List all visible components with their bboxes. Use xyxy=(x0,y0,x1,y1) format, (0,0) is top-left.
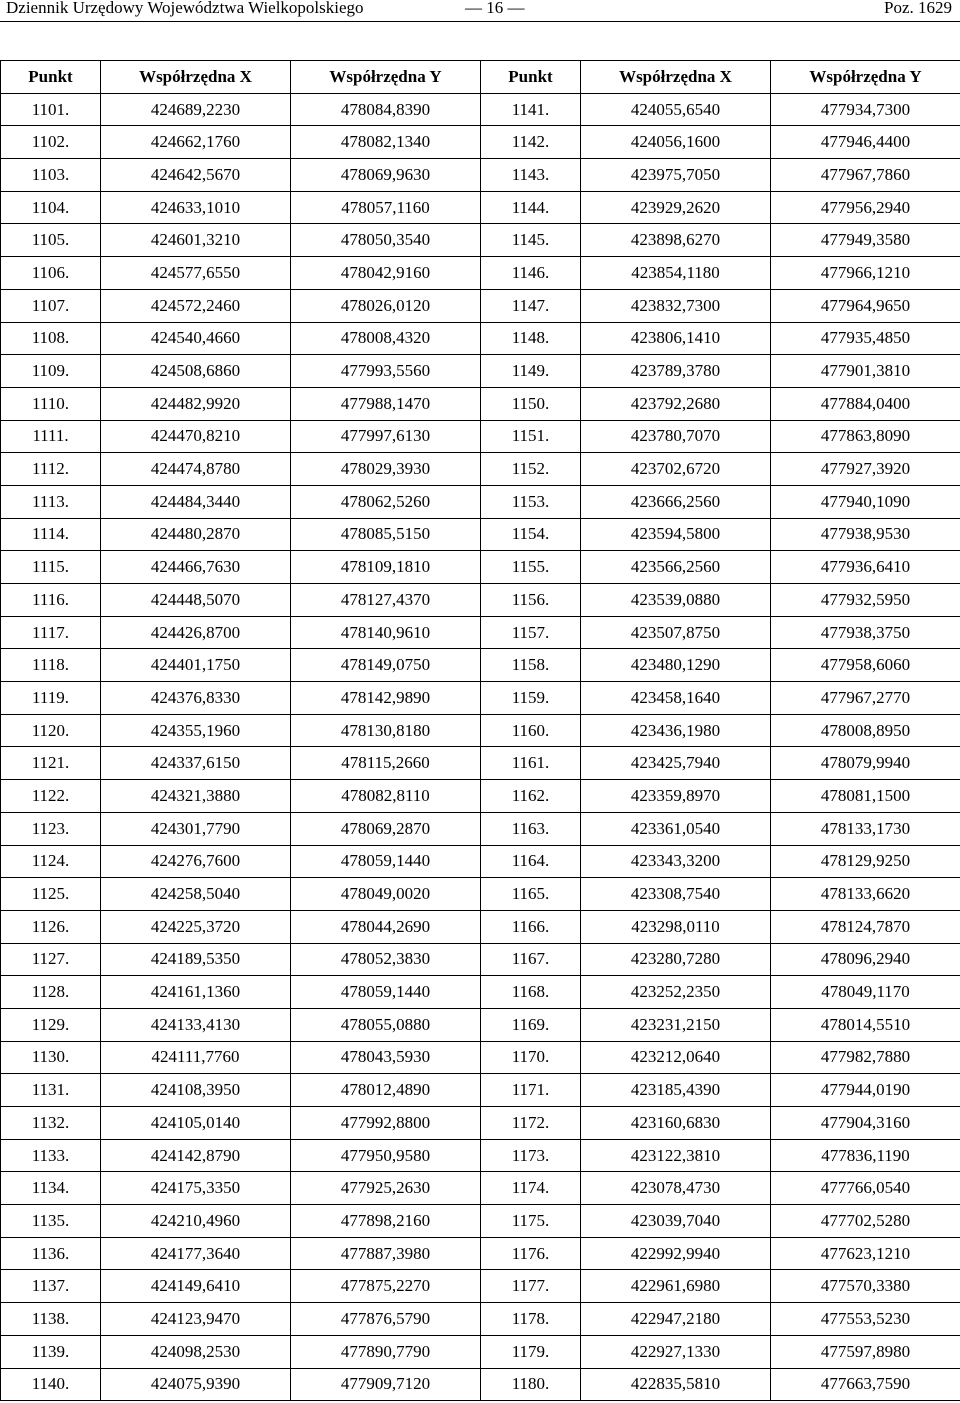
table-row xyxy=(1,714,960,747)
cell-wspolrzedna-y: 477901,3810 xyxy=(771,355,960,388)
cell-punkt: 1116. xyxy=(1,584,101,617)
table-row xyxy=(1,943,960,976)
cell-wspolrzedna-x: 424376,8330 xyxy=(101,682,291,715)
cell-punkt: 1121. xyxy=(1,747,101,780)
cell-wspolrzedna-y: 478130,8180 xyxy=(291,714,481,747)
cell-wspolrzedna-y: 477949,3580 xyxy=(771,224,960,257)
cell-wspolrzedna-y: 478081,1500 xyxy=(771,780,960,813)
cell-wspolrzedna-y: 477997,6130 xyxy=(291,420,481,453)
cell-punkt: 1177. xyxy=(481,1270,581,1303)
cell-wspolrzedna-x: 423298,0110 xyxy=(581,910,771,943)
header-wspolrzedna-y: Współrzędna Y xyxy=(771,61,960,94)
cell-wspolrzedna-x: 424075,9390 xyxy=(101,1368,291,1401)
cell-punkt: 1154. xyxy=(481,518,581,551)
cell-wspolrzedna-y: 477927,3920 xyxy=(771,453,960,486)
cell-wspolrzedna-x: 423359,8970 xyxy=(581,780,771,813)
table-row xyxy=(1,1303,960,1336)
cell-wspolrzedna-y: 477890,7790 xyxy=(291,1335,481,1368)
cell-wspolrzedna-x: 422947,2180 xyxy=(581,1303,771,1336)
cell-punkt: 1117. xyxy=(1,616,101,649)
cell-punkt: 1175. xyxy=(481,1205,581,1238)
cell-wspolrzedna-x: 424480,2870 xyxy=(101,518,291,551)
cell-wspolrzedna-y: 477904,3160 xyxy=(771,1107,960,1140)
cell-wspolrzedna-y: 477992,8800 xyxy=(291,1107,481,1140)
cell-wspolrzedna-x: 423436,1980 xyxy=(581,714,771,747)
table-row xyxy=(1,191,960,224)
cell-wspolrzedna-y: 477875,2270 xyxy=(291,1270,481,1303)
cell-punkt: 1148. xyxy=(481,322,581,355)
cell-wspolrzedna-y: 478050,3540 xyxy=(291,224,481,257)
cell-wspolrzedna-x: 423458,1640 xyxy=(581,682,771,715)
cell-wspolrzedna-x: 424189,5350 xyxy=(101,943,291,976)
cell-wspolrzedna-x: 423280,7280 xyxy=(581,943,771,976)
cell-wspolrzedna-x: 424149,6410 xyxy=(101,1270,291,1303)
cell-wspolrzedna-x: 423666,2560 xyxy=(581,485,771,518)
cell-wspolrzedna-y: 477766,0540 xyxy=(771,1172,960,1205)
cell-wspolrzedna-x: 423231,2150 xyxy=(581,1008,771,1041)
cell-wspolrzedna-x: 423539,0880 xyxy=(581,584,771,617)
cell-punkt: 1161. xyxy=(481,747,581,780)
cell-punkt: 1179. xyxy=(481,1335,581,1368)
cell-wspolrzedna-x: 424055,6540 xyxy=(581,93,771,126)
cell-wspolrzedna-y: 477956,2940 xyxy=(771,191,960,224)
cell-wspolrzedna-y: 478149,0750 xyxy=(291,649,481,682)
cell-punkt: 1113. xyxy=(1,485,101,518)
cell-wspolrzedna-x: 424177,3640 xyxy=(101,1237,291,1270)
cell-wspolrzedna-x: 423832,7300 xyxy=(581,289,771,322)
cell-punkt: 1126. xyxy=(1,910,101,943)
cell-wspolrzedna-x: 424301,7790 xyxy=(101,812,291,845)
cell-wspolrzedna-y: 477988,1470 xyxy=(291,387,481,420)
cell-wspolrzedna-y: 477935,4850 xyxy=(771,322,960,355)
cell-wspolrzedna-y: 477993,5560 xyxy=(291,355,481,388)
cell-wspolrzedna-y: 477898,2160 xyxy=(291,1205,481,1238)
cell-wspolrzedna-x: 422992,9940 xyxy=(581,1237,771,1270)
cell-wspolrzedna-y: 477876,5790 xyxy=(291,1303,481,1336)
cell-punkt: 1105. xyxy=(1,224,101,257)
page-number: — 16 — xyxy=(465,0,525,17)
table-header-row xyxy=(1,61,960,94)
cell-wspolrzedna-y: 478029,3930 xyxy=(291,453,481,486)
table-row xyxy=(1,224,960,257)
cell-wspolrzedna-y: 478129,9250 xyxy=(771,845,960,878)
cell-punkt: 1136. xyxy=(1,1237,101,1270)
cell-wspolrzedna-x: 423308,7540 xyxy=(581,878,771,911)
table-row xyxy=(1,420,960,453)
table-row xyxy=(1,1139,960,1172)
cell-wspolrzedna-y: 478082,8110 xyxy=(291,780,481,813)
table-row xyxy=(1,1008,960,1041)
cell-punkt: 1142. xyxy=(481,126,581,159)
cell-punkt: 1103. xyxy=(1,159,101,192)
cell-punkt: 1114. xyxy=(1,518,101,551)
cell-wspolrzedna-y: 478142,9890 xyxy=(291,682,481,715)
cell-punkt: 1176. xyxy=(481,1237,581,1270)
cell-punkt: 1104. xyxy=(1,191,101,224)
cell-punkt: 1129. xyxy=(1,1008,101,1041)
cell-wspolrzedna-y: 478057,1160 xyxy=(291,191,481,224)
cell-wspolrzedna-y: 478059,1440 xyxy=(291,845,481,878)
cell-wspolrzedna-x: 424572,2460 xyxy=(101,289,291,322)
cell-punkt: 1115. xyxy=(1,551,101,584)
table-row xyxy=(1,93,960,126)
table-row xyxy=(1,518,960,551)
cell-wspolrzedna-y: 478079,9940 xyxy=(771,747,960,780)
cell-wspolrzedna-x: 424056,1600 xyxy=(581,126,771,159)
cell-wspolrzedna-y: 477958,6060 xyxy=(771,649,960,682)
cell-punkt: 1131. xyxy=(1,1074,101,1107)
table-row xyxy=(1,845,960,878)
cell-wspolrzedna-x: 424642,5670 xyxy=(101,159,291,192)
cell-punkt: 1125. xyxy=(1,878,101,911)
cell-punkt: 1109. xyxy=(1,355,101,388)
cell-wspolrzedna-y: 477966,1210 xyxy=(771,257,960,290)
cell-wspolrzedna-y: 477964,9650 xyxy=(771,289,960,322)
cell-punkt: 1156. xyxy=(481,584,581,617)
cell-wspolrzedna-x: 423806,1410 xyxy=(581,322,771,355)
cell-wspolrzedna-x: 424577,6550 xyxy=(101,257,291,290)
cell-punkt: 1155. xyxy=(481,551,581,584)
cell-punkt: 1102. xyxy=(1,126,101,159)
cell-wspolrzedna-y: 477623,1210 xyxy=(771,1237,960,1270)
table-row xyxy=(1,289,960,322)
cell-wspolrzedna-x: 423929,2620 xyxy=(581,191,771,224)
cell-wspolrzedna-y: 478133,6620 xyxy=(771,878,960,911)
table-row xyxy=(1,551,960,584)
table-row xyxy=(1,910,960,943)
cell-wspolrzedna-x: 424258,5040 xyxy=(101,878,291,911)
cell-wspolrzedna-x: 423789,3780 xyxy=(581,355,771,388)
cell-punkt: 1145. xyxy=(481,224,581,257)
cell-wspolrzedna-x: 424337,6150 xyxy=(101,747,291,780)
table-row xyxy=(1,1172,960,1205)
cell-punkt: 1119. xyxy=(1,682,101,715)
cell-wspolrzedna-x: 422835,5810 xyxy=(581,1368,771,1401)
cell-wspolrzedna-x: 424225,3720 xyxy=(101,910,291,943)
cell-wspolrzedna-x: 424601,3210 xyxy=(101,224,291,257)
cell-punkt: 1149. xyxy=(481,355,581,388)
cell-wspolrzedna-x: 424175,3350 xyxy=(101,1172,291,1205)
cell-wspolrzedna-x: 423122,3810 xyxy=(581,1139,771,1172)
cell-punkt: 1141. xyxy=(481,93,581,126)
cell-wspolrzedna-y: 478082,1340 xyxy=(291,126,481,159)
header-punkt: Punkt xyxy=(1,61,101,94)
cell-punkt: 1143. xyxy=(481,159,581,192)
cell-wspolrzedna-x: 423185,4390 xyxy=(581,1074,771,1107)
cell-wspolrzedna-y: 477863,8090 xyxy=(771,420,960,453)
cell-punkt: 1147. xyxy=(481,289,581,322)
cell-punkt: 1167. xyxy=(481,943,581,976)
cell-wspolrzedna-x: 423212,0640 xyxy=(581,1041,771,1074)
cell-punkt: 1144. xyxy=(481,191,581,224)
cell-wspolrzedna-x: 424426,8700 xyxy=(101,616,291,649)
table-row xyxy=(1,1205,960,1238)
cell-punkt: 1169. xyxy=(481,1008,581,1041)
cell-wspolrzedna-y: 477967,7860 xyxy=(771,159,960,192)
journal-title: Dziennik Urzędowy Województwa Wielkopolskiego xyxy=(6,0,364,17)
cell-wspolrzedna-x: 423854,1180 xyxy=(581,257,771,290)
table-row xyxy=(1,780,960,813)
cell-wspolrzedna-y: 478052,3830 xyxy=(291,943,481,976)
cell-wspolrzedna-y: 477909,7120 xyxy=(291,1368,481,1401)
cell-punkt: 1164. xyxy=(481,845,581,878)
cell-wspolrzedna-y: 478085,5150 xyxy=(291,518,481,551)
cell-punkt: 1170. xyxy=(481,1041,581,1074)
cell-wspolrzedna-y: 477702,5280 xyxy=(771,1205,960,1238)
cell-wspolrzedna-x: 423975,7050 xyxy=(581,159,771,192)
cell-wspolrzedna-y: 478049,0020 xyxy=(291,878,481,911)
cell-punkt: 1173. xyxy=(481,1139,581,1172)
cell-punkt: 1118. xyxy=(1,649,101,682)
cell-punkt: 1123. xyxy=(1,812,101,845)
cell-punkt: 1166. xyxy=(481,910,581,943)
cell-wspolrzedna-y: 477553,5230 xyxy=(771,1303,960,1336)
cell-wspolrzedna-x: 423425,7940 xyxy=(581,747,771,780)
cell-wspolrzedna-y: 477934,7300 xyxy=(771,93,960,126)
cell-wspolrzedna-y: 478109,1810 xyxy=(291,551,481,584)
header-punkt: Punkt xyxy=(481,61,581,94)
cell-punkt: 1128. xyxy=(1,976,101,1009)
cell-wspolrzedna-y: 477884,0400 xyxy=(771,387,960,420)
cell-punkt: 1108. xyxy=(1,322,101,355)
cell-wspolrzedna-x: 423480,1290 xyxy=(581,649,771,682)
cell-wspolrzedna-y: 477936,6410 xyxy=(771,551,960,584)
cell-wspolrzedna-x: 424111,7760 xyxy=(101,1041,291,1074)
cell-wspolrzedna-y: 477597,8980 xyxy=(771,1335,960,1368)
cell-punkt: 1110. xyxy=(1,387,101,420)
cell-punkt: 1163. xyxy=(481,812,581,845)
cell-wspolrzedna-y: 478115,2660 xyxy=(291,747,481,780)
cell-punkt: 1101. xyxy=(1,93,101,126)
cell-wspolrzedna-y: 477887,3980 xyxy=(291,1237,481,1270)
cell-wspolrzedna-x: 423566,2560 xyxy=(581,551,771,584)
header-wspolrzedna-y: Współrzędna Y xyxy=(291,61,481,94)
cell-wspolrzedna-x: 423507,8750 xyxy=(581,616,771,649)
cell-wspolrzedna-y: 477938,3750 xyxy=(771,616,960,649)
header-rule xyxy=(0,21,960,22)
table-row xyxy=(1,812,960,845)
cell-wspolrzedna-y: 478069,2870 xyxy=(291,812,481,845)
table-row xyxy=(1,649,960,682)
cell-punkt: 1162. xyxy=(481,780,581,813)
cell-punkt: 1174. xyxy=(481,1172,581,1205)
cell-wspolrzedna-y: 477982,7880 xyxy=(771,1041,960,1074)
header-wspolrzedna-x: Współrzędna X xyxy=(581,61,771,94)
cell-wspolrzedna-y: 478124,7870 xyxy=(771,910,960,943)
cell-wspolrzedna-x: 424466,7630 xyxy=(101,551,291,584)
cell-wspolrzedna-y: 478140,9610 xyxy=(291,616,481,649)
cell-wspolrzedna-x: 424108,3950 xyxy=(101,1074,291,1107)
cell-punkt: 1107. xyxy=(1,289,101,322)
table-row xyxy=(1,682,960,715)
cell-punkt: 1168. xyxy=(481,976,581,1009)
cell-punkt: 1180. xyxy=(481,1368,581,1401)
cell-punkt: 1159. xyxy=(481,682,581,715)
cell-wspolrzedna-x: 423078,4730 xyxy=(581,1172,771,1205)
table-row xyxy=(1,616,960,649)
cell-punkt: 1171. xyxy=(481,1074,581,1107)
cell-wspolrzedna-y: 478043,5930 xyxy=(291,1041,481,1074)
table-row xyxy=(1,485,960,518)
cell-punkt: 1112. xyxy=(1,453,101,486)
cell-wspolrzedna-x: 424133,4130 xyxy=(101,1008,291,1041)
cell-punkt: 1157. xyxy=(481,616,581,649)
cell-punkt: 1151. xyxy=(481,420,581,453)
page-header xyxy=(0,0,960,24)
cell-punkt: 1158. xyxy=(481,649,581,682)
table-row xyxy=(1,584,960,617)
cell-wspolrzedna-y: 478084,8390 xyxy=(291,93,481,126)
cell-wspolrzedna-y: 477938,9530 xyxy=(771,518,960,551)
cell-wspolrzedna-y: 478127,4370 xyxy=(291,584,481,617)
cell-wspolrzedna-x: 424355,1960 xyxy=(101,714,291,747)
cell-punkt: 1135. xyxy=(1,1205,101,1238)
cell-punkt: 1134. xyxy=(1,1172,101,1205)
table-row xyxy=(1,159,960,192)
cell-punkt: 1172. xyxy=(481,1107,581,1140)
cell-wspolrzedna-x: 423361,0540 xyxy=(581,812,771,845)
cell-wspolrzedna-y: 478026,0120 xyxy=(291,289,481,322)
table-row xyxy=(1,1074,960,1107)
table-row xyxy=(1,1237,960,1270)
table-row xyxy=(1,1041,960,1074)
table-body xyxy=(1,93,960,1401)
cell-wspolrzedna-x: 423702,6720 xyxy=(581,453,771,486)
cell-wspolrzedna-x: 424482,9920 xyxy=(101,387,291,420)
cell-wspolrzedna-y: 477836,1190 xyxy=(771,1139,960,1172)
coordinates-table xyxy=(0,60,960,1401)
table-row xyxy=(1,355,960,388)
cell-wspolrzedna-y: 477967,2770 xyxy=(771,682,960,715)
cell-wspolrzedna-y: 478133,1730 xyxy=(771,812,960,845)
table-row xyxy=(1,387,960,420)
cell-wspolrzedna-x: 423160,6830 xyxy=(581,1107,771,1140)
cell-wspolrzedna-x: 424689,2230 xyxy=(101,93,291,126)
cell-wspolrzedna-y: 478044,2690 xyxy=(291,910,481,943)
cell-punkt: 1106. xyxy=(1,257,101,290)
table-row xyxy=(1,1270,960,1303)
table-row xyxy=(1,126,960,159)
cell-punkt: 1111. xyxy=(1,420,101,453)
cell-wspolrzedna-x: 424508,6860 xyxy=(101,355,291,388)
cell-punkt: 1160. xyxy=(481,714,581,747)
table-row xyxy=(1,257,960,290)
cell-punkt: 1122. xyxy=(1,780,101,813)
cell-wspolrzedna-x: 424321,3880 xyxy=(101,780,291,813)
cell-wspolrzedna-y: 478062,5260 xyxy=(291,485,481,518)
cell-punkt: 1130. xyxy=(1,1041,101,1074)
cell-wspolrzedna-y: 478096,2940 xyxy=(771,943,960,976)
cell-wspolrzedna-x: 424105,0140 xyxy=(101,1107,291,1140)
cell-punkt: 1127. xyxy=(1,943,101,976)
cell-wspolrzedna-y: 478008,8950 xyxy=(771,714,960,747)
cell-wspolrzedna-y: 477944,0190 xyxy=(771,1074,960,1107)
table-row xyxy=(1,1107,960,1140)
cell-wspolrzedna-y: 477946,4400 xyxy=(771,126,960,159)
cell-punkt: 1178. xyxy=(481,1303,581,1336)
cell-wspolrzedna-y: 478049,1170 xyxy=(771,976,960,1009)
cell-punkt: 1124. xyxy=(1,845,101,878)
cell-punkt: 1140. xyxy=(1,1368,101,1401)
table-row xyxy=(1,1368,960,1401)
cell-punkt: 1133. xyxy=(1,1139,101,1172)
cell-wspolrzedna-x: 424210,4960 xyxy=(101,1205,291,1238)
cell-wspolrzedna-x: 424484,3440 xyxy=(101,485,291,518)
cell-wspolrzedna-y: 478055,0880 xyxy=(291,1008,481,1041)
cell-wspolrzedna-x: 424401,1750 xyxy=(101,649,291,682)
cell-wspolrzedna-x: 423343,3200 xyxy=(581,845,771,878)
cell-punkt: 1150. xyxy=(481,387,581,420)
cell-wspolrzedna-x: 424662,1760 xyxy=(101,126,291,159)
position-number: Poz. 1629 xyxy=(884,0,952,17)
cell-wspolrzedna-x: 423780,7070 xyxy=(581,420,771,453)
cell-wspolrzedna-x: 424276,7600 xyxy=(101,845,291,878)
cell-wspolrzedna-y: 478014,5510 xyxy=(771,1008,960,1041)
cell-wspolrzedna-x: 424470,8210 xyxy=(101,420,291,453)
cell-wspolrzedna-x: 422961,6980 xyxy=(581,1270,771,1303)
cell-punkt: 1139. xyxy=(1,1335,101,1368)
cell-wspolrzedna-y: 478059,1440 xyxy=(291,976,481,1009)
cell-wspolrzedna-x: 423594,5800 xyxy=(581,518,771,551)
cell-wspolrzedna-x: 424633,1010 xyxy=(101,191,291,224)
table-row xyxy=(1,453,960,486)
cell-wspolrzedna-x: 424540,4660 xyxy=(101,322,291,355)
cell-wspolrzedna-y: 478008,4320 xyxy=(291,322,481,355)
cell-punkt: 1138. xyxy=(1,1303,101,1336)
cell-wspolrzedna-y: 477925,2630 xyxy=(291,1172,481,1205)
cell-wspolrzedna-x: 423898,6270 xyxy=(581,224,771,257)
cell-wspolrzedna-y: 477663,7590 xyxy=(771,1368,960,1401)
cell-punkt: 1165. xyxy=(481,878,581,911)
cell-wspolrzedna-y: 478042,9160 xyxy=(291,257,481,290)
table-row xyxy=(1,747,960,780)
cell-wspolrzedna-y: 477932,5950 xyxy=(771,584,960,617)
cell-wspolrzedna-y: 477950,9580 xyxy=(291,1139,481,1172)
cell-punkt: 1132. xyxy=(1,1107,101,1140)
table-row xyxy=(1,976,960,1009)
table-row xyxy=(1,878,960,911)
cell-wspolrzedna-x: 424098,2530 xyxy=(101,1335,291,1368)
cell-wspolrzedna-x: 423252,2350 xyxy=(581,976,771,1009)
cell-wspolrzedna-x: 424474,8780 xyxy=(101,453,291,486)
cell-punkt: 1153. xyxy=(481,485,581,518)
cell-wspolrzedna-x: 424123,9470 xyxy=(101,1303,291,1336)
cell-punkt: 1152. xyxy=(481,453,581,486)
cell-punkt: 1120. xyxy=(1,714,101,747)
header-wspolrzedna-x: Współrzędna X xyxy=(101,61,291,94)
table-row xyxy=(1,1335,960,1368)
cell-wspolrzedna-y: 478069,9630 xyxy=(291,159,481,192)
cell-wspolrzedna-x: 423039,7040 xyxy=(581,1205,771,1238)
cell-punkt: 1146. xyxy=(481,257,581,290)
cell-punkt: 1137. xyxy=(1,1270,101,1303)
cell-wspolrzedna-x: 423792,2680 xyxy=(581,387,771,420)
cell-wspolrzedna-y: 477570,3380 xyxy=(771,1270,960,1303)
cell-wspolrzedna-x: 422927,1330 xyxy=(581,1335,771,1368)
cell-wspolrzedna-x: 424161,1360 xyxy=(101,976,291,1009)
cell-wspolrzedna-x: 424142,8790 xyxy=(101,1139,291,1172)
cell-wspolrzedna-y: 477940,1090 xyxy=(771,485,960,518)
table-row xyxy=(1,322,960,355)
cell-wspolrzedna-x: 424448,5070 xyxy=(101,584,291,617)
cell-wspolrzedna-y: 478012,4890 xyxy=(291,1074,481,1107)
